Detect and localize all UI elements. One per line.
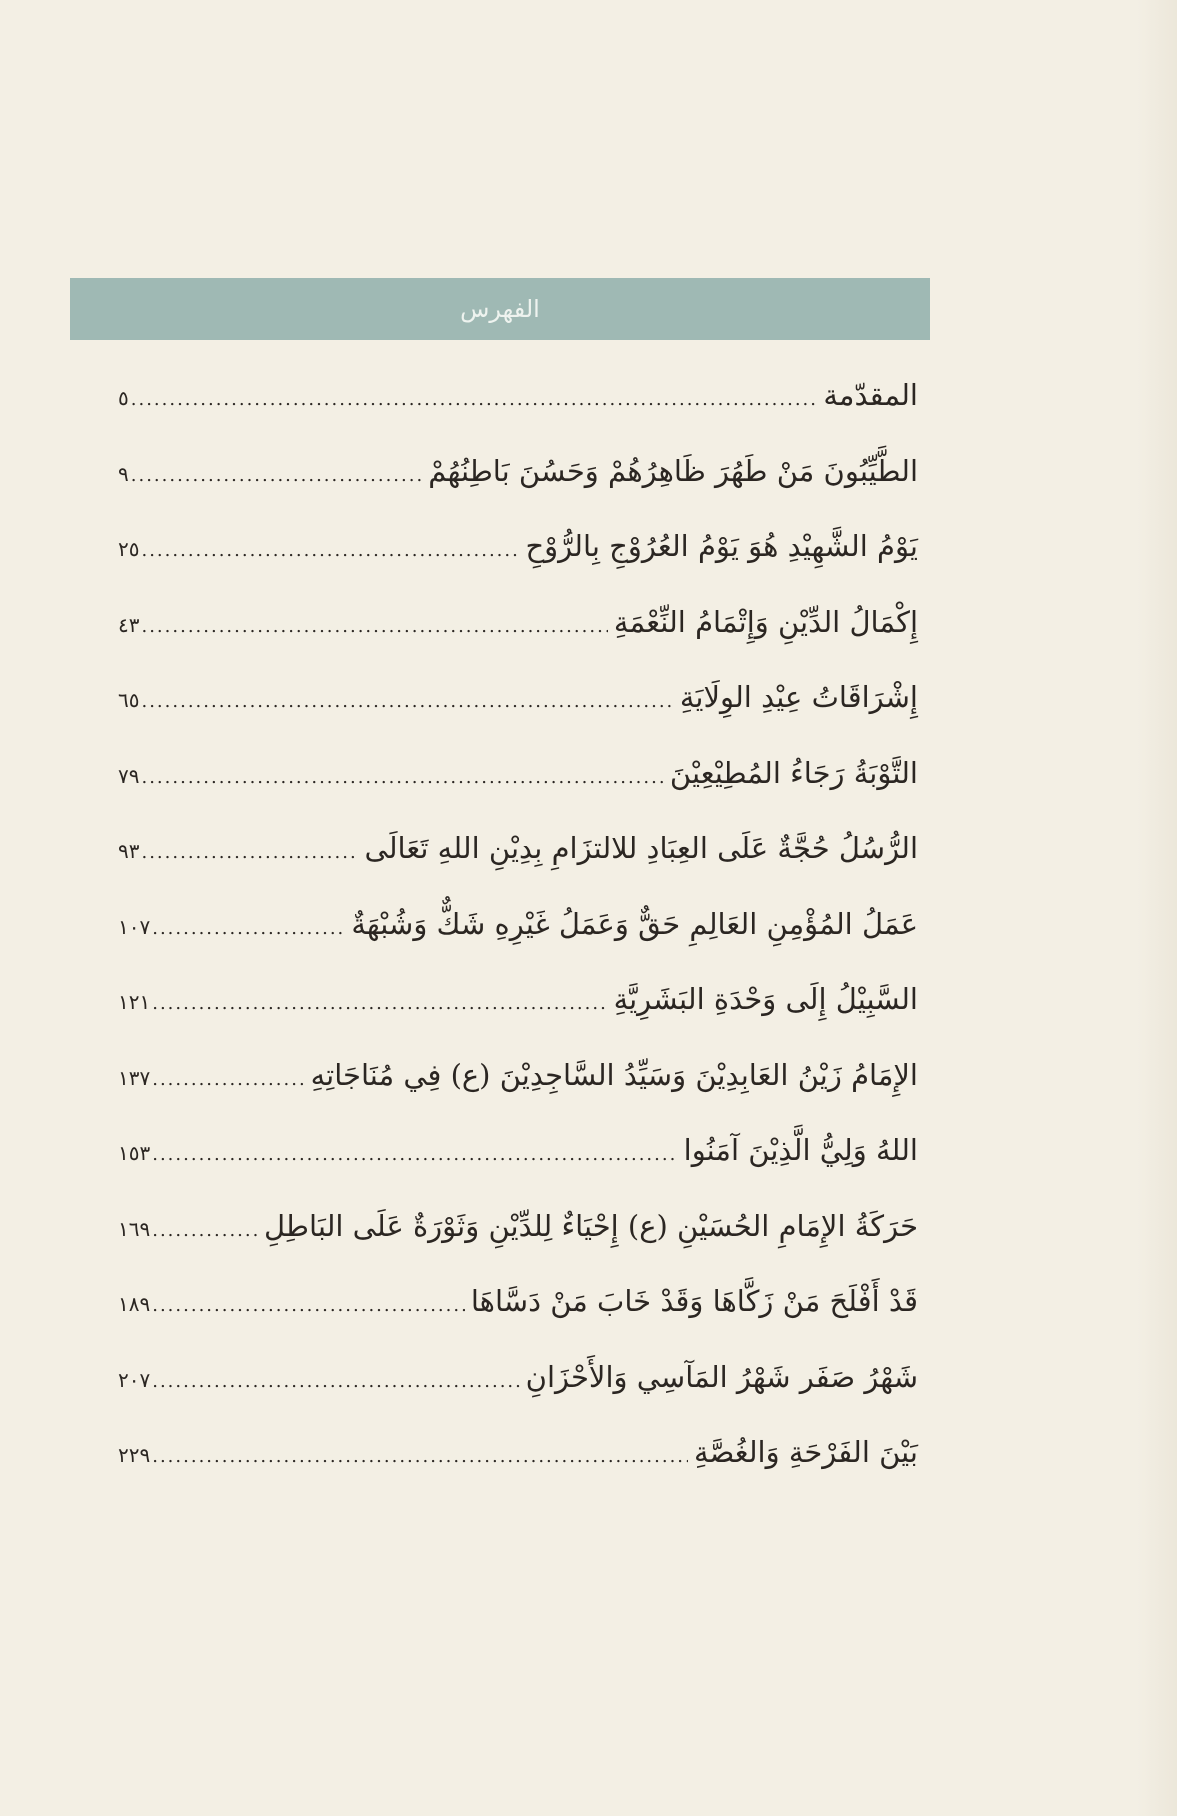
toc-entry-page: ٩ [118, 461, 129, 486]
toc-entry[interactable] [118, 1050, 918, 1126]
toc-entry[interactable] [118, 748, 918, 824]
toc-entry-title: السَّبِيْلُ إِلَى وَحْدَةِ البَشَرِيَّةِ [613, 982, 918, 1016]
dot-leader [152, 1055, 304, 1105]
dot-leader [131, 375, 818, 425]
toc-entry-title: الرُّسُلُ حُجَّةٌ عَلَى العِبَادِ للالتزَامِ بِدِيْنِ اللهِ تَعَالَى [364, 831, 918, 865]
dot-leader [141, 677, 673, 727]
toc-entry-title: إِكْمَالُ الدِّيْنِ وَإِتْمَامُ النِّعْمَةِ [613, 604, 918, 639]
toc-entry-title: حَرَكَةُ الإِمَامِ الحُسَيْنِ (ع) إِحْيَاءٌ لِلدِّيْنِ وَثَوْرَةٌ عَلَى البَاطِلِ [263, 1208, 918, 1243]
toc-heading: الفهرس [460, 295, 540, 323]
toc-entry-title: المقدّمة [823, 378, 918, 412]
dot-leader [141, 602, 607, 652]
dot-leader [141, 828, 358, 878]
toc-entry[interactable] [118, 370, 918, 446]
toc-entry-title: اللهُ وَلِيُّ الَّذِيْنَ آمَنُوا [683, 1133, 918, 1167]
toc-header-band [70, 278, 930, 340]
toc-entry-page: ١٠٧ [118, 914, 151, 939]
toc-entry[interactable] [118, 597, 918, 673]
table-of-contents [118, 370, 918, 1503]
toc-entry[interactable] [118, 974, 918, 1050]
toc-entry[interactable] [118, 1201, 918, 1277]
toc-entry-page: ١٥٣ [118, 1141, 151, 1165]
toc-entry-page: ١٢١ [118, 990, 151, 1014]
toc-entry[interactable] [118, 1125, 918, 1201]
toc-entry-page: ٦٥ [118, 688, 140, 712]
toc-entry-page: ١٦٩ [118, 1216, 151, 1241]
toc-entry-page: ٢٢٩ [118, 1443, 151, 1467]
toc-entry-page: ٢٠٧ [118, 1367, 151, 1392]
page-edge [1137, 0, 1177, 1816]
toc-entry-title: بَيْنَ الفَرْحَةِ وَالغُصَّةِ [694, 1435, 918, 1469]
dot-leader [131, 451, 423, 501]
toc-entry[interactable] [118, 1352, 918, 1428]
toc-entry-page: ٧٩ [118, 763, 140, 788]
toc-entry-page: ٢٥ [118, 537, 140, 561]
toc-entry[interactable] [118, 672, 918, 748]
toc-entry-page: ١٣٧ [118, 1065, 151, 1090]
dot-leader [141, 753, 663, 803]
toc-entry-title: إِشْرَاقَاتُ عِيْدِ الوِلَايَةِ [679, 680, 918, 714]
toc-entry-title: قَدْ أَفْلَحَ مَنْ زَكَّاهَا وَقَدْ خَابَ مَنْ دَسَّاهَا [470, 1284, 918, 1318]
dot-leader [152, 1357, 519, 1407]
dot-leader [152, 979, 607, 1029]
dot-leader [152, 1432, 688, 1482]
dot-leader [152, 1206, 258, 1256]
dot-leader [141, 526, 519, 576]
dot-leader [152, 1281, 465, 1331]
toc-entry-page: ٥ [118, 386, 129, 410]
toc-entry-title: عَمَلُ المُؤْمِنِ العَالِمِ حَقٌّ وَعَمَلُ غَيْرِهِ شَكٌّ وَشُبْهَةٌ [351, 906, 918, 941]
toc-entry[interactable] [118, 446, 918, 522]
dot-leader [152, 904, 345, 954]
dot-leader [152, 1130, 677, 1180]
toc-entry-page: ١٨٩ [118, 1292, 151, 1316]
toc-entry-title: شَهْرُ صَفَر شَهْرُ المَآسِي وَالأَحْزَانِ [525, 1359, 918, 1394]
toc-entry-title: التَّوْبَةُ رَجَاءُ المُطِيْعِيْنَ [669, 755, 918, 790]
toc-entry[interactable] [118, 521, 918, 597]
toc-entry-page: ٤٣ [118, 612, 140, 637]
toc-entry[interactable] [118, 1427, 918, 1503]
toc-entry-title: الطَّيِّبُونَ مَنْ طَهُرَ ظَاهِرُهُمْ وَحَسُنَ بَاطِنُهُمْ [428, 453, 918, 488]
toc-entry[interactable] [118, 1276, 918, 1352]
toc-entry-title: يَوْمُ الشَّهِيْدِ هُوَ يَوْمُ العُرُوْجِ بِالرُّوْحِ [525, 529, 918, 563]
toc-entry-title: الإِمَامُ زَيْنُ العَابِدِيْنَ وَسَيِّدُ السَّاجِدِيْنَ (ع) فِي مُنَاجَاتِهِ [310, 1057, 918, 1092]
toc-entry[interactable] [118, 823, 918, 899]
toc-entry[interactable] [118, 899, 918, 975]
toc-entry-page: ٩٣ [118, 839, 140, 863]
